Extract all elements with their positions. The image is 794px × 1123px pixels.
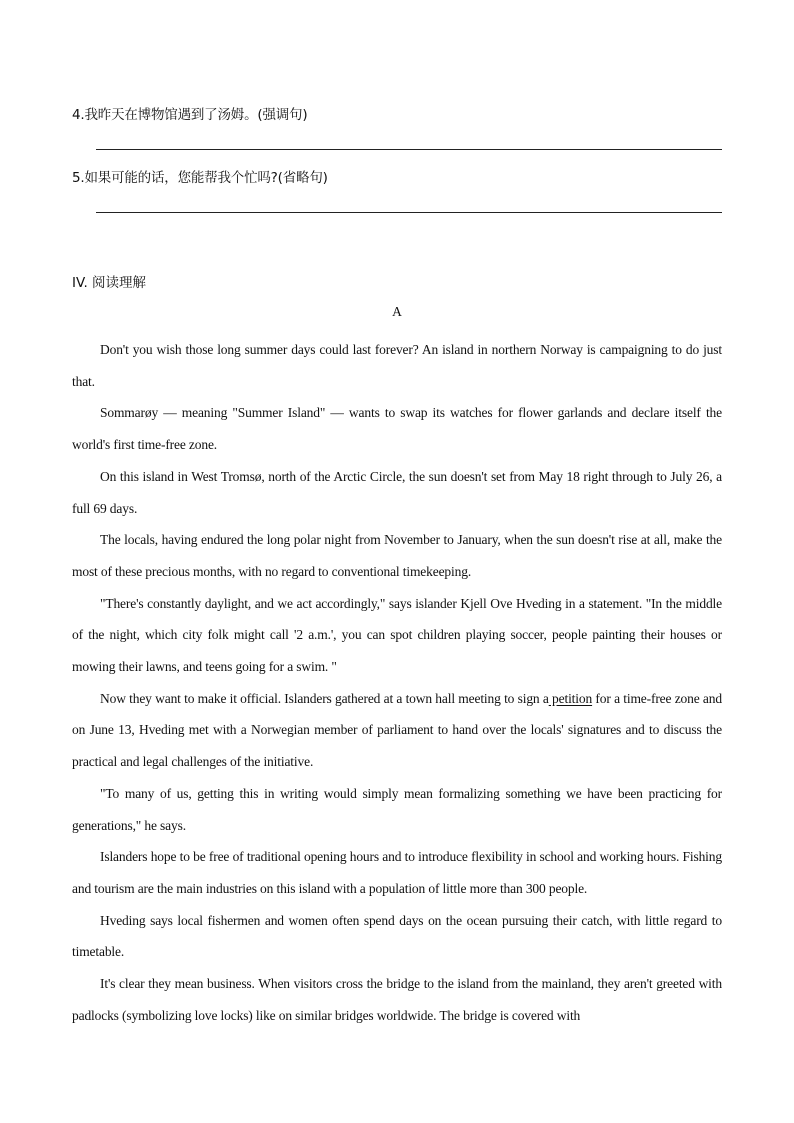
- paragraph-2: Sommarøy — meaning "Summer Island" — wants to swap its watches for flower garlands and declare itself the world's first time-free zone.: [72, 405, 722, 453]
- paragraph-6-after: for a time-free zone and on June 13, Hveding met with a Norwegian member of parliament to hand over the locals' signatures and to discuss the practical and legal challenges of the initiative.: [72, 690, 722, 770]
- question-4-text: .我昨天在博物馆遇到了汤姆。(强调句): [80, 107, 308, 123]
- question-4: [72, 103, 307, 123]
- underlined-word-petition: petition: [548, 690, 593, 706]
- paragraph-8: Islanders hope to be free of traditional opening hours and to introduce flexibility in school and working hours. Fishing and tourism are the main industries on this island with a population of little more than 300 people.: [72, 849, 722, 896]
- paragraph-7: "To many of us, getting this in writing would simply mean formalizing something we have been practicing for generations," he says.: [72, 785, 722, 833]
- answer-line-4[interactable]: [96, 149, 722, 150]
- question-5-number: 5: [72, 170, 81, 186]
- paragraph-6: [72, 683, 722, 778]
- paragraph-6-before: Now they want to make it official. Islanders gathered at a town hall meeting to sign a: [100, 690, 549, 706]
- paragraph-9: Hveding says local fishermen and women often spend days on the ocean pursuing their catch, with little regard to timetable.: [72, 912, 722, 960]
- question-5-text: .如果可能的话，您能帮我个忙吗?(省略句): [80, 170, 328, 186]
- paragraph-3: On this island in West Tromsø, north of the Arctic Circle, the sun doesn't set from May 18 right through to July 26, a full 69 days.: [72, 468, 722, 516]
- reading-passage: [72, 334, 722, 1031]
- question-4-number: 4: [72, 107, 81, 123]
- paragraph-4: The locals, having endured the long polar night from November to January, when the sun doesn't rise at all, make the most of these precious months, with no regard to conventional timekeeping.: [72, 532, 722, 579]
- answer-line-5[interactable]: [96, 212, 722, 213]
- section-title: IV. 阅读理解: [72, 275, 147, 291]
- paragraph-5: "There's constantly daylight, and we act accordingly," says islander Kjell Ove Hveding in a statement. "In the middle of the night, which city folk might call '2 a.m.', you can spot children playing soccer, people painting their houses or mowing their lawns, and teens going for a swim. ": [72, 595, 722, 675]
- paragraph-10: It's clear they mean business. When visitors cross the bridge to the island from the mainland, they aren't greeted with padlocks (symbolizing love locks) like on similar bridges worldwide. The bridge is covered with: [72, 976, 722, 1023]
- passage-letter: A: [392, 304, 402, 319]
- question-5: [72, 166, 328, 186]
- paragraph-1: Don't you wish those long summer days could last forever? An island in northern Norway is campaigning to do just that.: [72, 342, 722, 389]
